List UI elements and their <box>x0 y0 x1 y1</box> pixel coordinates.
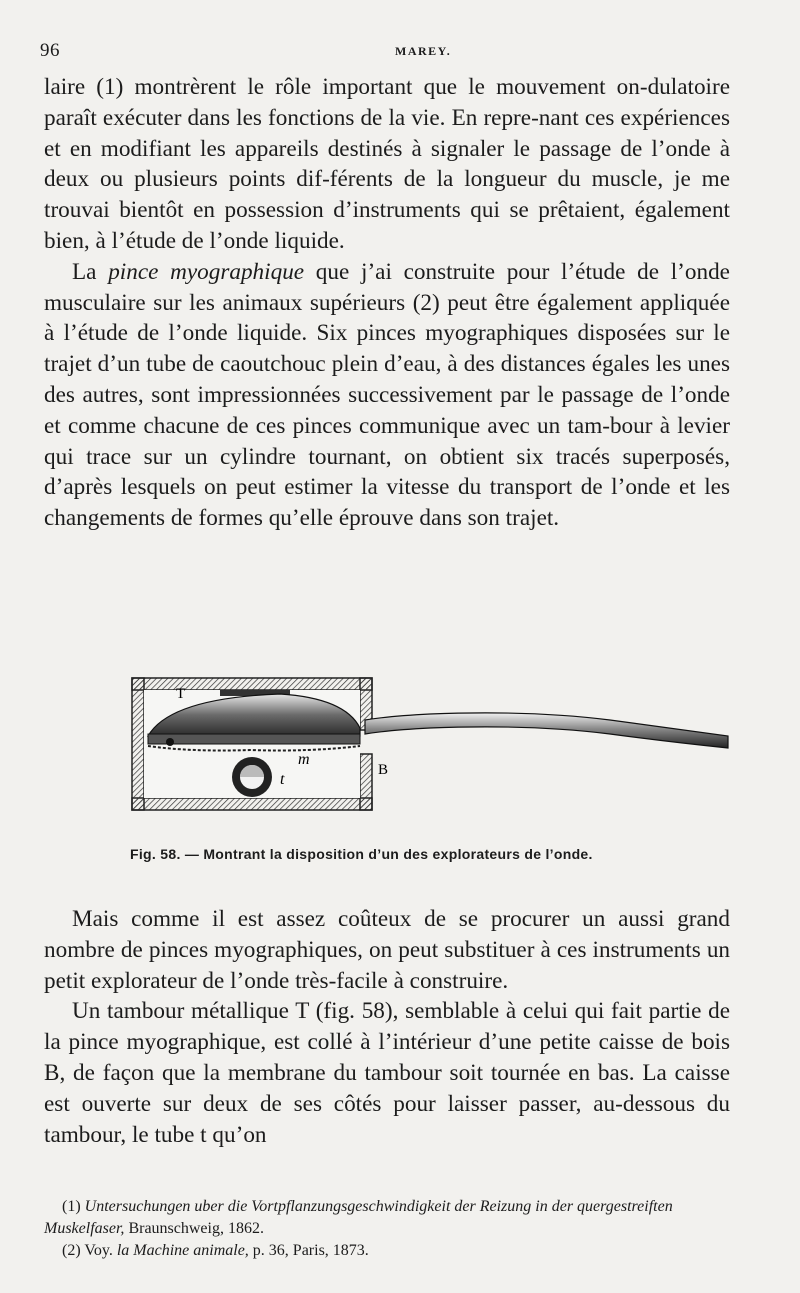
body-text-bottom <box>44 904 730 1150</box>
label-t: t <box>280 771 285 788</box>
running-title: MAREY. <box>395 44 452 58</box>
label-m: m <box>298 751 310 768</box>
running-head <box>40 40 740 64</box>
paragraph-continuation <box>44 72 730 257</box>
rubber-tube <box>365 713 728 748</box>
paragraph-tambour: Un tambour métallique T (fig. 58), semblable à celui qui fait partie de la pince myographique, est collé à l’intérieur d’une petite caisse de bois B, de façon que la membrane du tambour soit tournée en bas. La caisse est ouverte sur deux de ses côtés pour laisser passer, au-dessous du tambour, le tube t qu’on <box>44 998 730 1148</box>
footnote-1-rest: Braunschweig, 1862. <box>124 1220 264 1237</box>
page-number: 96 <box>40 40 60 61</box>
italic-term: pince myographique <box>108 258 305 285</box>
caption-number: Fig. 58. — <box>130 846 200 862</box>
explorer-drawing <box>130 676 730 816</box>
label-B: B <box>378 762 389 778</box>
paragraph-text: laire (1) montrèrent le rôle important que le mouvement on-dulatoire paraît exécuter dans les fonctions de la vie. En repre-nant ces expériences et en modifiant les appareils destinés à signaler le passage de l’onde à deux ou plusieurs points dif-férents de la longueur du muscle, je me trouvai bientôt en possession d’instruments qui se prêtaient, également bien, à l’étude de l’onde liquide. <box>44 74 730 254</box>
body-text-top <box>44 72 730 534</box>
footnote-2 <box>44 1240 730 1262</box>
figure-caption <box>130 846 730 862</box>
paragraph-lead: La <box>72 258 109 285</box>
tube-t-section <box>232 757 272 797</box>
figure-58-illustration <box>130 676 730 816</box>
paragraph-pince <box>44 257 730 534</box>
footnote-2-title: la Machine animale, <box>116 1242 249 1259</box>
footnote-1 <box>44 1196 730 1240</box>
paragraph-mais: Mais comme il est assez coûteux de se procurer un aussi grand nombre de pinces myographiques, on peut substituer à ces instruments un petit explorateur de l’onde très-facile à construire. <box>44 906 730 994</box>
paragraph-rest: que j’ai construite pour l’étude de l’onde musculaire sur les animaux supérieurs (2) peut être également appliquée à l’étude de l’onde liquide. Six pinces myographiques disposées sur le trajet d’un tube de caoutchouc plein d’eau, à des distances égales les unes des autres, sont impressionnées successivement par le passage de l’onde et comme chacune de ces pinces communique avec un tam-bour à levier qui trace sur un cylindre tournant, on obtient six tracés superposés, d’après lesquels on peut estimer la vitesse du transport de l’onde et les changements de formes qu’elle éprouve dans son trajet. <box>44 258 730 532</box>
footnote-1-title: Untersuchungen uber die Vortpflanzungsgeschwindigkeit der Reizung in der quergestreiften Muskelfaser, <box>44 1198 673 1237</box>
label-T: T <box>176 686 186 702</box>
caption-text: Montrant la disposition d’un des explorateurs de l’onde. <box>199 846 593 862</box>
footnote-2-rest: p. 36, Paris, 1873. <box>248 1242 369 1259</box>
footnote-1-number: (1) <box>62 1198 85 1215</box>
footnote-2-number: (2) Voy. <box>62 1242 117 1259</box>
footnotes <box>44 1196 730 1262</box>
